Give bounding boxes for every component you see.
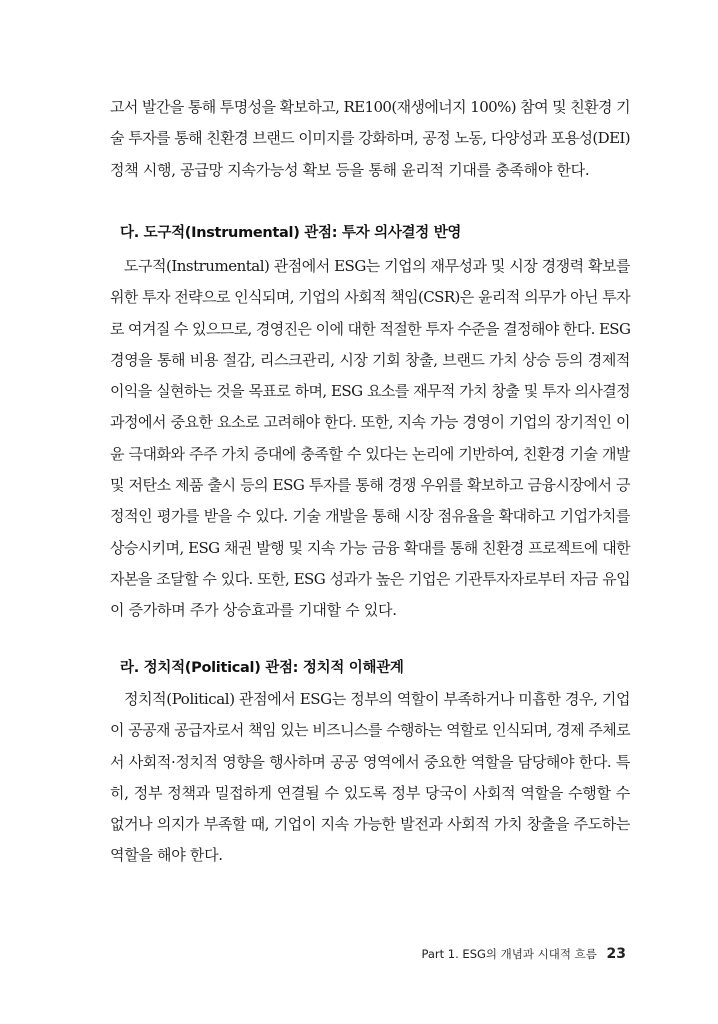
text-line: 정적인 평가를 받을 수 있다. 기술 개발을 통해 시장 점유율을 확대하고 기업가치를 xyxy=(110,507,630,526)
text-line: 자본을 조달할 수 있다. 또한, ESG 성과가 높은 기업은 기관투자자로부터 자금 유입 xyxy=(110,569,630,588)
text-line: 이 증가하며 주가 상승효과를 기대할 수 있다. xyxy=(110,601,397,620)
text-line: 역할을 해야 한다. xyxy=(110,846,223,865)
text-line: 고서 발간을 통해 투명성을 확보하고, RE100(재생에너지 100%) 참여 및 친환경 기 xyxy=(110,98,630,116)
text-line: 도구적(Instrumental) 관점에서 ESG는 기업의 재무성과 및 시장 경쟁력 확보를 xyxy=(124,257,630,275)
text-line: 정치적(Political) 관점에서 ESG는 정부의 역할이 부족하거나 미흡한 경우, 기업 xyxy=(124,690,631,708)
text-line: 이익을 실현하는 것을 목표로 하며, ESG 요소를 재무적 가치 창출 및 투자 의사결정 xyxy=(110,382,630,401)
text-line: 이 공공재 공급자로서 책임 있는 비즈니스를 수행하는 역할로 인식되며, 경제 주체로 xyxy=(110,721,630,740)
running-title: Part 1. ESG의 개념과 시대적 흐름 xyxy=(421,947,597,961)
paragraph-continued xyxy=(110,92,630,186)
text-line: 과정에서 중요한 요소로 고려해야 한다. 또한, 지속 가능 경영이 기업의 장기적인 이 xyxy=(110,413,630,432)
section-heading-political: 라. 정치적(Political) 관점: 정치적 이해관계 xyxy=(120,660,404,676)
text-line: 및 저탄소 제품 출시 등의 ESG 투자를 통해 경쟁 우위를 확보하고 금융시장에서 긍 xyxy=(110,476,630,495)
text-line: 히, 정부 정책과 밀접하게 연결될 수 있도록 정부 당국이 사회적 역할을 수행할 수 xyxy=(110,783,630,802)
text-line: 정책 시행, 공급망 지속가능성 확보 등을 통해 윤리적 기대를 충족해야 한다. xyxy=(110,160,590,179)
text-line: 상승시키며, ESG 채권 발행 및 지속 가능 금융 확대를 통해 친환경 프로젝트에 대한 xyxy=(110,538,630,557)
page-number: 23 xyxy=(606,946,626,962)
paragraph-instrumental xyxy=(110,251,630,627)
paragraph-political xyxy=(110,684,630,872)
page-footer xyxy=(421,946,626,962)
text-line: 없거나 의지가 부족할 때, 기업이 지속 가능한 발전과 사회적 가치 창출을 주도하는 xyxy=(110,815,630,834)
section-heading-instrumental: 다. 도구적(Instrumental) 관점: 투자 의사결정 반영 xyxy=(120,225,462,241)
text-line: 위한 투자 전략으로 인식되며, 기업의 사회적 책임(CSR)은 윤리적 의무가 아닌 투자 xyxy=(110,288,630,307)
text-line: 경영을 통해 비용 절감, 리스크관리, 시장 기회 창출, 브랜드 가치 상승 등의 경제적 xyxy=(110,350,630,369)
text-line: 윤 극대화와 주주 가치 증대에 충족할 수 있다는 논리에 기반하여, 친환경 기술 개발 xyxy=(110,444,630,463)
text-line: 술 투자를 통해 친환경 브랜드 이미지를 강화하며, 공정 노동, 다양성과 포용성(DEI) xyxy=(110,129,630,148)
text-line: 로 여겨질 수 있으므로, 경영진은 이에 대한 적절한 투자 수준을 결정해야 한다. ESG xyxy=(110,319,631,338)
text-line: 서 사회적·정치적 영향을 행사하며 공공 영역에서 중요한 역할을 담당해야 한다. 특 xyxy=(110,752,630,771)
